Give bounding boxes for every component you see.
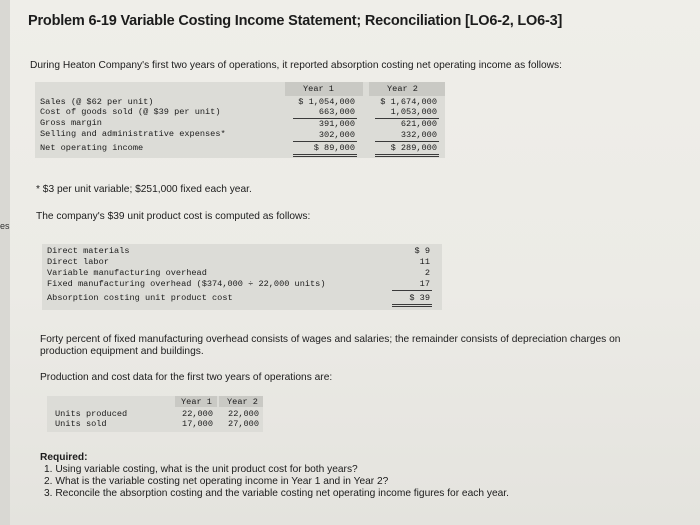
income-row-y2: $ 1,674,000 [380,97,437,107]
production-row-label: Units produced [55,409,128,419]
left-page-edge [0,0,10,525]
production-header-year2: Year 2 [227,397,258,407]
production-row-y2: 22,000 [228,409,259,419]
income-row-y2: 621,000 [400,119,437,129]
production-intro: Production and cost data for the first two years of operations are: [40,372,333,383]
edge-mark: es [0,221,10,231]
unit-cost-intro: The company's $39 unit product cost is computed as follows: [36,211,311,222]
unit-cost-row-label: Direct labor [47,257,109,267]
forty-percent-line-1: Forty percent of fixed manufacturing overhead consists of wages and salaries; the remainder consists of depreciation charges on [40,334,621,345]
intro-text: During Heaton Company's first two years of operations, it reported absorption costing net operating income as follows: [30,60,562,71]
income-row-y1: 391,000 [318,119,355,129]
production-row-y1: 17,000 [182,419,213,429]
income-row-y1: 302,000 [318,130,355,140]
required-heading: Required: [40,452,88,463]
income-row-label: Gross margin [40,118,102,128]
unit-cost-row-value: 11 [419,257,430,267]
unit-cost-row-value: $ 39 [409,293,430,303]
income-row-y1: $ 1,054,000 [298,97,355,107]
unit-cost-row-label: Fixed manufacturing overhead ($374,000 ÷ 22,000 units) [47,279,326,289]
income-row-y1: 663,000 [318,107,355,117]
production-row-y2: 27,000 [228,419,259,429]
income-row-label: Sales (@ $62 per unit) [40,97,154,107]
income-row-label: Net operating income [40,143,144,153]
production-row-y1: 22,000 [182,409,213,419]
income-row-y2: 332,000 [400,130,437,140]
selling-footnote: * $3 per unit variable; $251,000 fixed each year. [36,184,252,195]
income-header-year1: Year 1 [303,84,334,94]
unit-cost-table [42,244,442,310]
unit-cost-row-label: Absorption costing unit product cost [47,293,233,303]
required-item-2: 2. What is the variable costing net operating income in Year 1 and in Year 2? [44,476,389,487]
forty-percent-line-2: production equipment and buildings. [40,346,204,357]
income-statement-table [35,82,445,158]
required-item-1: 1. Using variable costing, what is the unit product cost for both years? [44,464,358,475]
production-row-label: Units sold [55,419,107,429]
income-row-y2: 1,053,000 [390,107,437,117]
unit-cost-row-label: Direct materials [47,246,130,256]
income-row-y2: $ 289,000 [390,143,437,153]
production-table [47,396,263,432]
unit-cost-row-value: 17 [419,279,430,289]
unit-cost-row-value: $ 9 [414,246,430,256]
unit-cost-row-label: Variable manufacturing overhead [47,268,207,278]
unit-cost-row-value: 2 [424,268,430,278]
income-row-label: Selling and administrative expenses* [40,129,226,139]
problem-title: Problem 6-19 Variable Costing Income Statement; Reconciliation [LO6-2, LO6-3] [28,13,563,29]
income-header-year2: Year 2 [387,84,418,94]
income-row-label: Cost of goods sold (@ $39 per unit) [40,107,221,117]
production-header-year1: Year 1 [181,397,212,407]
income-row-y1: $ 89,000 [313,143,355,153]
required-item-3: 3. Reconcile the absorption costing and the variable costing net operating income figures for each year. [44,488,509,499]
